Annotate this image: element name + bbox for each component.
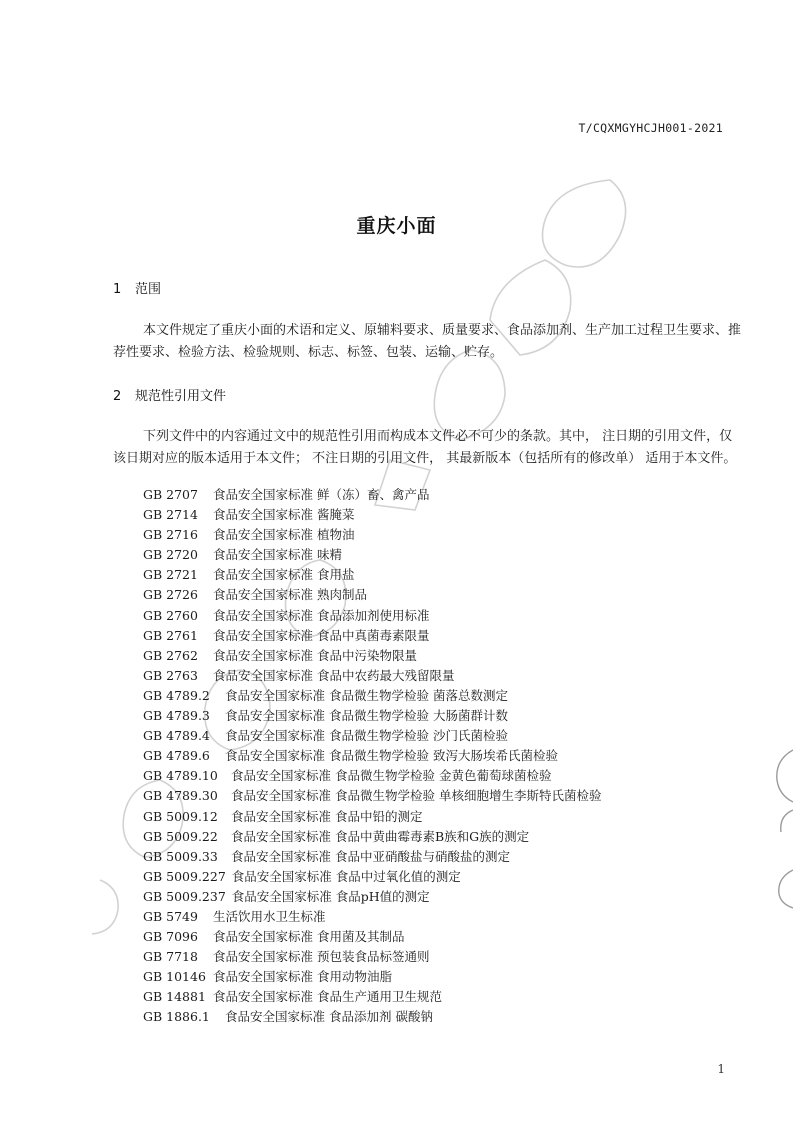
reference-title: 食品安全国家标准 食品微生物学检验 金黄色葡萄球菌检验	[231, 768, 552, 784]
reference-code: GB 2714	[143, 507, 198, 523]
reference-title: 食品安全国家标准 食用动物油脂	[213, 969, 392, 985]
reference-title: 食品安全国家标准 食用菌及其制品	[213, 929, 405, 945]
reference-title: 食品安全国家标准 食品中黄曲霉毒素B族和G族的测定	[231, 828, 530, 844]
reference-item	[143, 706, 743, 726]
reference-list	[143, 485, 743, 1028]
reference-item	[143, 766, 743, 786]
section-heading-normative-references	[113, 385, 226, 404]
reference-code: GB 1886.1	[143, 1009, 210, 1025]
reference-item	[143, 626, 743, 646]
reference-item	[143, 646, 743, 666]
reference-item	[143, 505, 743, 525]
reference-code: GB 4789.10	[143, 768, 218, 784]
reference-code: GB 5749	[143, 908, 198, 924]
reference-code: GB 5009.22	[143, 828, 218, 844]
reference-item	[143, 847, 743, 867]
reference-item	[143, 1007, 743, 1027]
reference-code: GB 2707	[143, 487, 198, 502]
reference-item	[143, 786, 743, 806]
reference-item	[143, 867, 743, 887]
reference-title: 食品安全国家标准 食品中农药最大残留限量	[213, 667, 455, 683]
reference-code: GB 7718	[143, 949, 198, 965]
reference-code: GB 2726	[143, 587, 198, 603]
document-code: T/CQXMGYHCJH001-2021	[578, 121, 723, 135]
reference-title: 食品安全国家标准 植物油	[213, 527, 355, 543]
reference-item	[143, 606, 743, 626]
reference-title: 食品安全国家标准 食品添加剂 碳酸钠	[225, 1009, 433, 1025]
section-title: 规范性引用文件	[135, 389, 227, 404]
reference-code: GB 4789.4	[143, 728, 210, 744]
reference-code: GB 7096	[143, 929, 198, 945]
reference-title: 食品安全国家标准 鲜（冻）畜、禽产品	[213, 487, 430, 502]
reference-title: 食品安全国家标准 食用盐	[213, 567, 355, 583]
reference-item	[143, 726, 743, 746]
reference-code: GB 2761	[143, 627, 198, 643]
section-title: 范围	[135, 282, 162, 297]
references-intro-paragraph: 下列文件中的内容通过文中的规范性引用而构成本文件必不可少的条款。其中， 注日期的引用文件，仅该日期对应的版本适用于本文件； 不注日期的引用文件， 其最新版本（包括所有的修改单） 适用于本文件。	[113, 429, 737, 466]
reference-title: 食品安全国家标准 食品添加剂使用标准	[213, 607, 430, 623]
reference-code: GB 4789.3	[143, 708, 210, 724]
reference-title: 食品安全国家标准 预包装食品标签通则	[213, 949, 430, 965]
reference-title: 食品安全国家标准 食品生产通用卫生规范	[213, 989, 442, 1005]
reference-item	[143, 485, 743, 505]
reference-code: GB 2720	[143, 547, 198, 563]
reference-item	[143, 545, 743, 565]
reference-title: 食品安全国家标准 食品微生物学检验 沙门氏菌检验	[225, 728, 508, 744]
reference-code: GB 2760	[143, 607, 198, 623]
reference-code: GB 10146	[143, 969, 206, 985]
reference-title: 食品安全国家标准 食品微生物学检验 大肠菌群计数	[225, 708, 508, 724]
reference-code: GB 5009.237	[143, 888, 226, 904]
scope-paragraph: 本文件规定了重庆小面的术语和定义、原辅料要求、质量要求、食品添加剂、生产加工过程卫生要求、推荐性要求、检验方法、检验规则、标志、标签、包装、运输、贮存。	[113, 323, 742, 360]
reference-title: 食品安全国家标准 食品微生物学检验 菌落总数测定	[225, 687, 508, 703]
section-heading-scope	[113, 278, 161, 297]
reference-item	[143, 907, 743, 927]
reference-item	[143, 686, 743, 706]
reference-item	[143, 666, 743, 686]
reference-title: 食品安全国家标准 食品微生物学检验 致泻大肠埃希氏菌检验	[225, 748, 558, 764]
reference-item	[143, 565, 743, 585]
reference-item	[143, 807, 743, 827]
reference-code: GB 4789.6	[143, 748, 210, 764]
reference-title: 食品安全国家标准 食品中亚硝酸盐与硝酸盐的测定	[231, 848, 510, 864]
reference-title: 食品安全国家标准 食品中过氧化值的测定	[231, 868, 461, 884]
page-number: 1	[717, 1062, 725, 1076]
reference-code: GB 2762	[143, 647, 198, 663]
reference-item	[143, 887, 743, 907]
reference-item	[143, 827, 743, 847]
reference-title: 食品安全国家标准 食品中真菌毒素限量	[213, 627, 430, 643]
reference-code: GB 4789.2	[143, 687, 210, 703]
reference-title: 食品安全国家标准 食品中污染物限量	[213, 647, 417, 663]
reference-item	[143, 967, 743, 987]
reference-title: 食品安全国家标准 食品微生物学检验 单核细胞增生李斯特氏菌检验	[231, 788, 602, 804]
reference-code: GB 2763	[143, 667, 198, 683]
reference-code: GB 5009.33	[143, 848, 218, 864]
page-title: 重庆小面	[356, 215, 437, 237]
section-number: 1	[113, 282, 122, 297]
reference-code: GB 2716	[143, 527, 198, 543]
reference-code: GB 5009.227	[143, 868, 226, 884]
reference-item	[143, 987, 743, 1007]
reference-title: 食品安全国家标准 熟肉制品	[213, 587, 367, 603]
reference-title: 食品安全国家标准 食品pH值的测定	[231, 888, 430, 904]
reference-item	[143, 927, 743, 947]
reference-item	[143, 585, 743, 605]
reference-item	[143, 746, 743, 766]
reference-code: GB 14881	[143, 989, 206, 1005]
reference-title: 食品安全国家标准 味精	[213, 547, 342, 563]
reference-code: GB 5009.12	[143, 808, 218, 824]
reference-code: GB 4789.30	[143, 788, 218, 804]
reference-code: GB 2721	[143, 567, 198, 583]
reference-item	[143, 947, 743, 967]
reference-item	[143, 525, 743, 545]
section-number: 2	[113, 389, 122, 404]
reference-title: 食品安全国家标准 酱腌菜	[213, 507, 355, 523]
edge-seal-fragment	[767, 740, 793, 910]
reference-title: 生活饮用水卫生标准	[213, 908, 326, 924]
reference-title: 食品安全国家标准 食品中铅的测定	[231, 808, 423, 824]
